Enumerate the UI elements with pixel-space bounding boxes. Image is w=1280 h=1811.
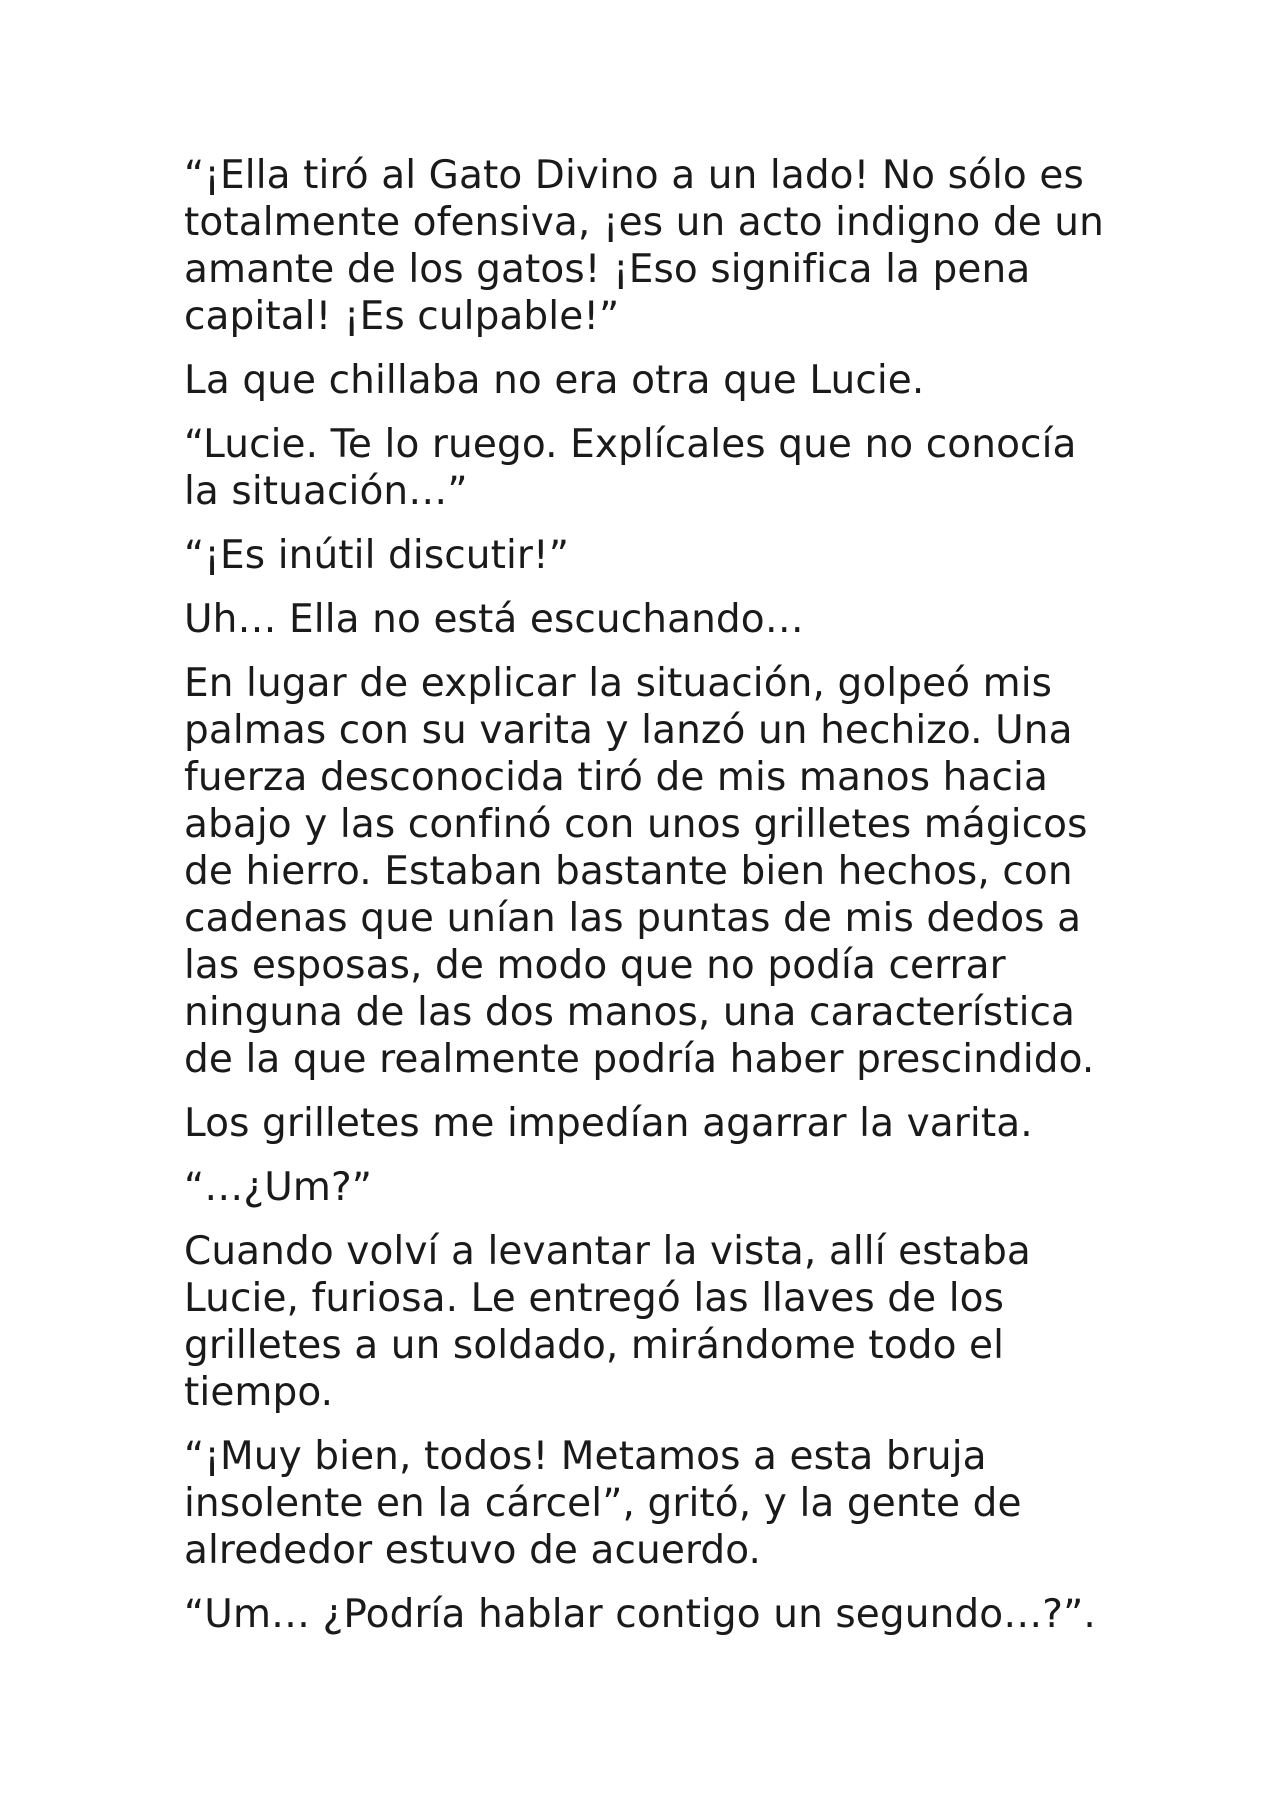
paragraph-11: “Um… ¿Podría hablar contigo un segundo…?”. <box>184 1592 1096 1637</box>
paragraph-5: Uh… Ella no está escuchando… <box>184 597 804 642</box>
paragraph-10: “¡Muy bien, todos! Metamos a esta bruja insolente en la cárcel”, gritó, y la gente de alrededor estuvo de acuerdo. <box>184 1434 1022 1573</box>
paragraph-9: Cuando volví a levantar la vista, allí estaba Lucie, furiosa. Le entregó las llaves de los grilletes a un soldado, mirándome todo el tiempo. <box>184 1229 1031 1415</box>
paragraph-2: La que chillaba no era otra que Lucie. <box>184 358 925 403</box>
story-text <box>184 152 1124 1655</box>
paragraph-8: “…¿Um?” <box>184 1165 373 1210</box>
paragraph-7: Los grilletes me impedían agarrar la varita. <box>184 1101 1033 1146</box>
paragraph-4: “¡Es inútil discutir!” <box>184 533 570 578</box>
paragraph-3: “Lucie. Te lo ruego. Explícales que no conocía la situación…” <box>184 422 1077 514</box>
paragraph-1: “¡Ella tiró al Gato Divino a un lado! No sólo es totalmente ofensiva, ¡es un acto indigno de un amante de los gatos! ¡Eso significa la pena capital! ¡Es culpable!” <box>184 153 1104 339</box>
paragraph-6: En lugar de explicar la situación, golpeó mis palmas con su varita y lanzó un hechizo. Una fuerza desconocida tiró de mis manos hacia abajo y las confinó con unos grilletes mágicos de hierro. Estaban bastante bien hechos, con cadenas que unían las puntas de mis dedos a las esposas, de modo que no podía cerrar ninguna de las dos manos, una característica de la que realmente podría haber prescindido. <box>184 661 1095 1082</box>
